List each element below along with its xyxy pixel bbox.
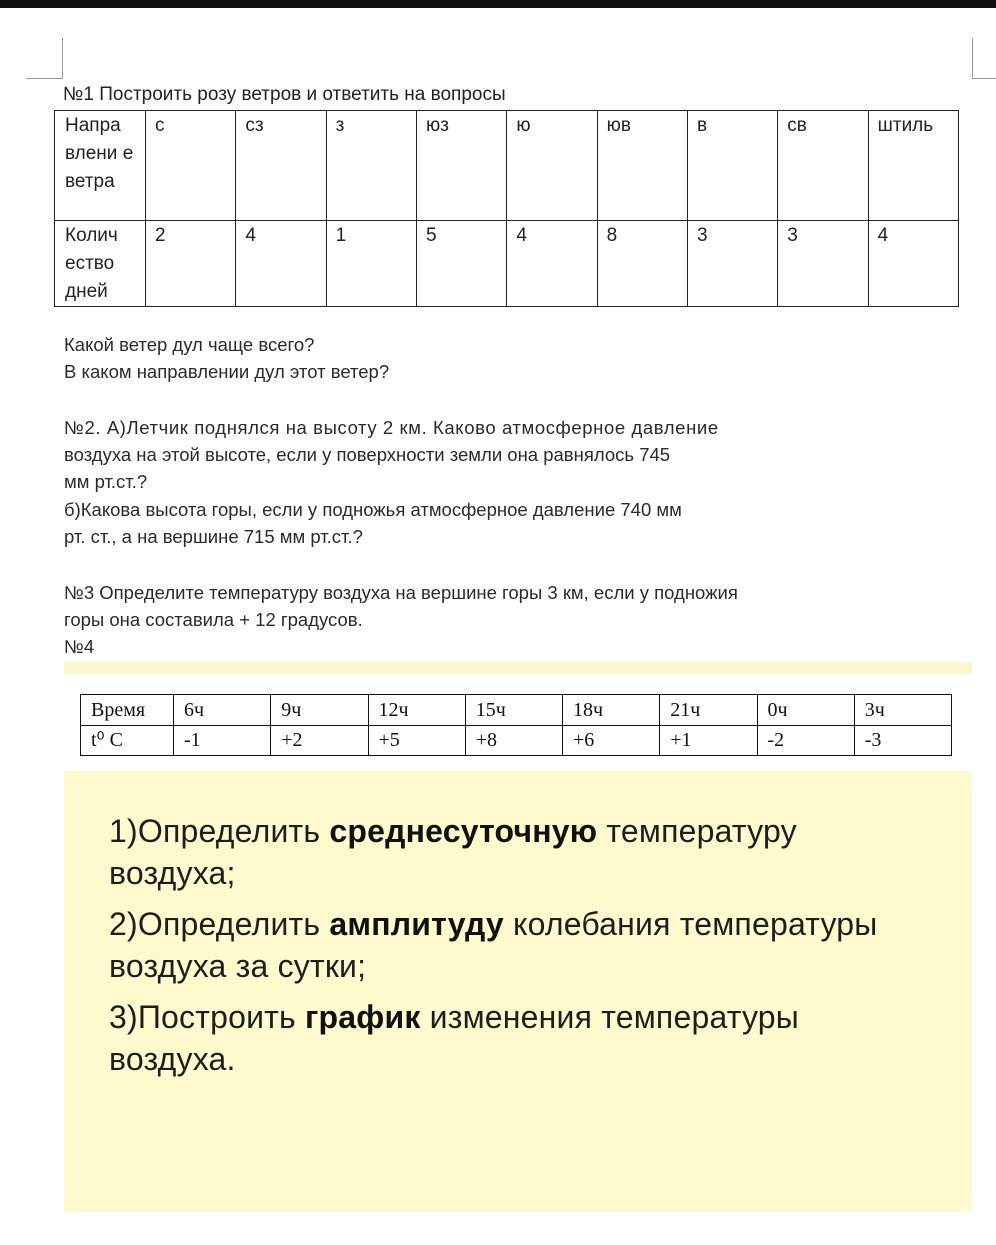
time-cell: 12ч [368, 695, 465, 726]
days-cell: 4 [868, 221, 958, 307]
question-1-line-2: воздуха; [109, 855, 236, 891]
question-3-keyword: график [305, 999, 421, 1035]
days-header-cell: Колич ество дней [55, 221, 146, 307]
time-cell: 18ч [563, 695, 660, 726]
direction-cell: ю [507, 111, 597, 221]
task4-label: №4 [64, 636, 95, 657]
question-2-text-end: колебания температуры [503, 906, 878, 942]
temperature-cell: +1 [660, 725, 757, 756]
direction-cell: в [687, 111, 777, 221]
question-1-text-end: температуру [597, 813, 797, 849]
time-cell: 9ч [271, 695, 368, 726]
wind-days-row [55, 221, 959, 307]
days-cell: 8 [597, 221, 687, 307]
time-cell: 6ч [174, 695, 271, 726]
question-1-text: 1)Определить [109, 813, 330, 849]
temperature-cell: -2 [757, 725, 854, 756]
question-2-text: 2)Определить [109, 906, 330, 942]
task1-title: №1 Построить розу ветров и ответить на вопросы [63, 84, 506, 105]
direction-cell: сз [236, 111, 326, 221]
time-cell: 21ч [660, 695, 757, 726]
direction-header-cell: Напра влени е ветра [55, 111, 146, 221]
top-bar [0, 0, 996, 8]
task3-line-2: горы она составила + 12 градусов. [64, 609, 363, 630]
wind-table [54, 110, 959, 307]
temperature-table [80, 694, 952, 756]
task2-line-3: мм рт.ст.? [64, 471, 148, 492]
days-cell: 3 [687, 221, 777, 307]
question-1 [109, 810, 969, 894]
task1-question-1: Какой ветер дул чаще всего? [64, 334, 315, 355]
temperature-row [81, 725, 952, 756]
time-cell: 0ч [757, 695, 854, 726]
direction-cell: з [326, 111, 416, 221]
task2-line-5: рт. ст., а на вершине 715 мм рт.ст.? [64, 526, 363, 547]
temperature-cell: +6 [563, 725, 660, 756]
time-header-cell: Время [81, 695, 174, 726]
time-row [81, 695, 952, 726]
question-2-line-2: воздуха за сутки; [109, 948, 367, 984]
crop-mark-right [972, 38, 996, 79]
days-cell: 1 [326, 221, 416, 307]
time-cell: 15ч [465, 695, 562, 726]
days-cell: 5 [416, 221, 506, 307]
crop-mark-left [26, 38, 63, 79]
question-2-keyword: амплитуду [329, 906, 504, 942]
temperature-cell: +2 [271, 725, 368, 756]
task2-line-1: №2. А)Летчик поднялся на высоту 2 км. Каково атмосферное давление [64, 417, 719, 438]
temperature-cell: -3 [854, 725, 951, 756]
task1-question-2: В каком направлении дул этот ветер? [64, 361, 390, 382]
wind-direction-row [55, 111, 959, 221]
task2-line-4: б)Какова высота горы, если у подножья атмосферное давление 740 мм [64, 499, 682, 520]
days-cell: 4 [507, 221, 597, 307]
direction-cell: с [146, 111, 236, 221]
direction-cell: юв [597, 111, 687, 221]
question-3-text: 3)Построить [109, 999, 305, 1035]
direction-cell: св [778, 111, 868, 221]
temperature-header-cell: t⁰ С [81, 725, 174, 756]
time-cell: 3ч [854, 695, 951, 726]
temperature-cell: +5 [368, 725, 465, 756]
direction-cell: штиль [868, 111, 958, 221]
task3-line-1: №3 Определите температуру воздуха на вершине горы 3 км, если у подножия [64, 582, 738, 603]
temperature-cell: -1 [174, 725, 271, 756]
question-3-line-2: воздуха. [109, 1041, 236, 1077]
question-3 [109, 996, 969, 1080]
days-cell: 2 [146, 221, 236, 307]
question-3-text-end: изменения температуры [420, 999, 799, 1035]
question-2 [109, 903, 969, 987]
days-cell: 4 [236, 221, 326, 307]
temperature-cell: +8 [465, 725, 562, 756]
direction-cell: юз [416, 111, 506, 221]
question-1-keyword: среднесуточную [329, 813, 598, 849]
task2-line-2: воздуха на этой высоте, если у поверхности земли она равнялось 745 [64, 444, 671, 465]
days-cell: 3 [778, 221, 868, 307]
highlight-strip [64, 662, 972, 674]
